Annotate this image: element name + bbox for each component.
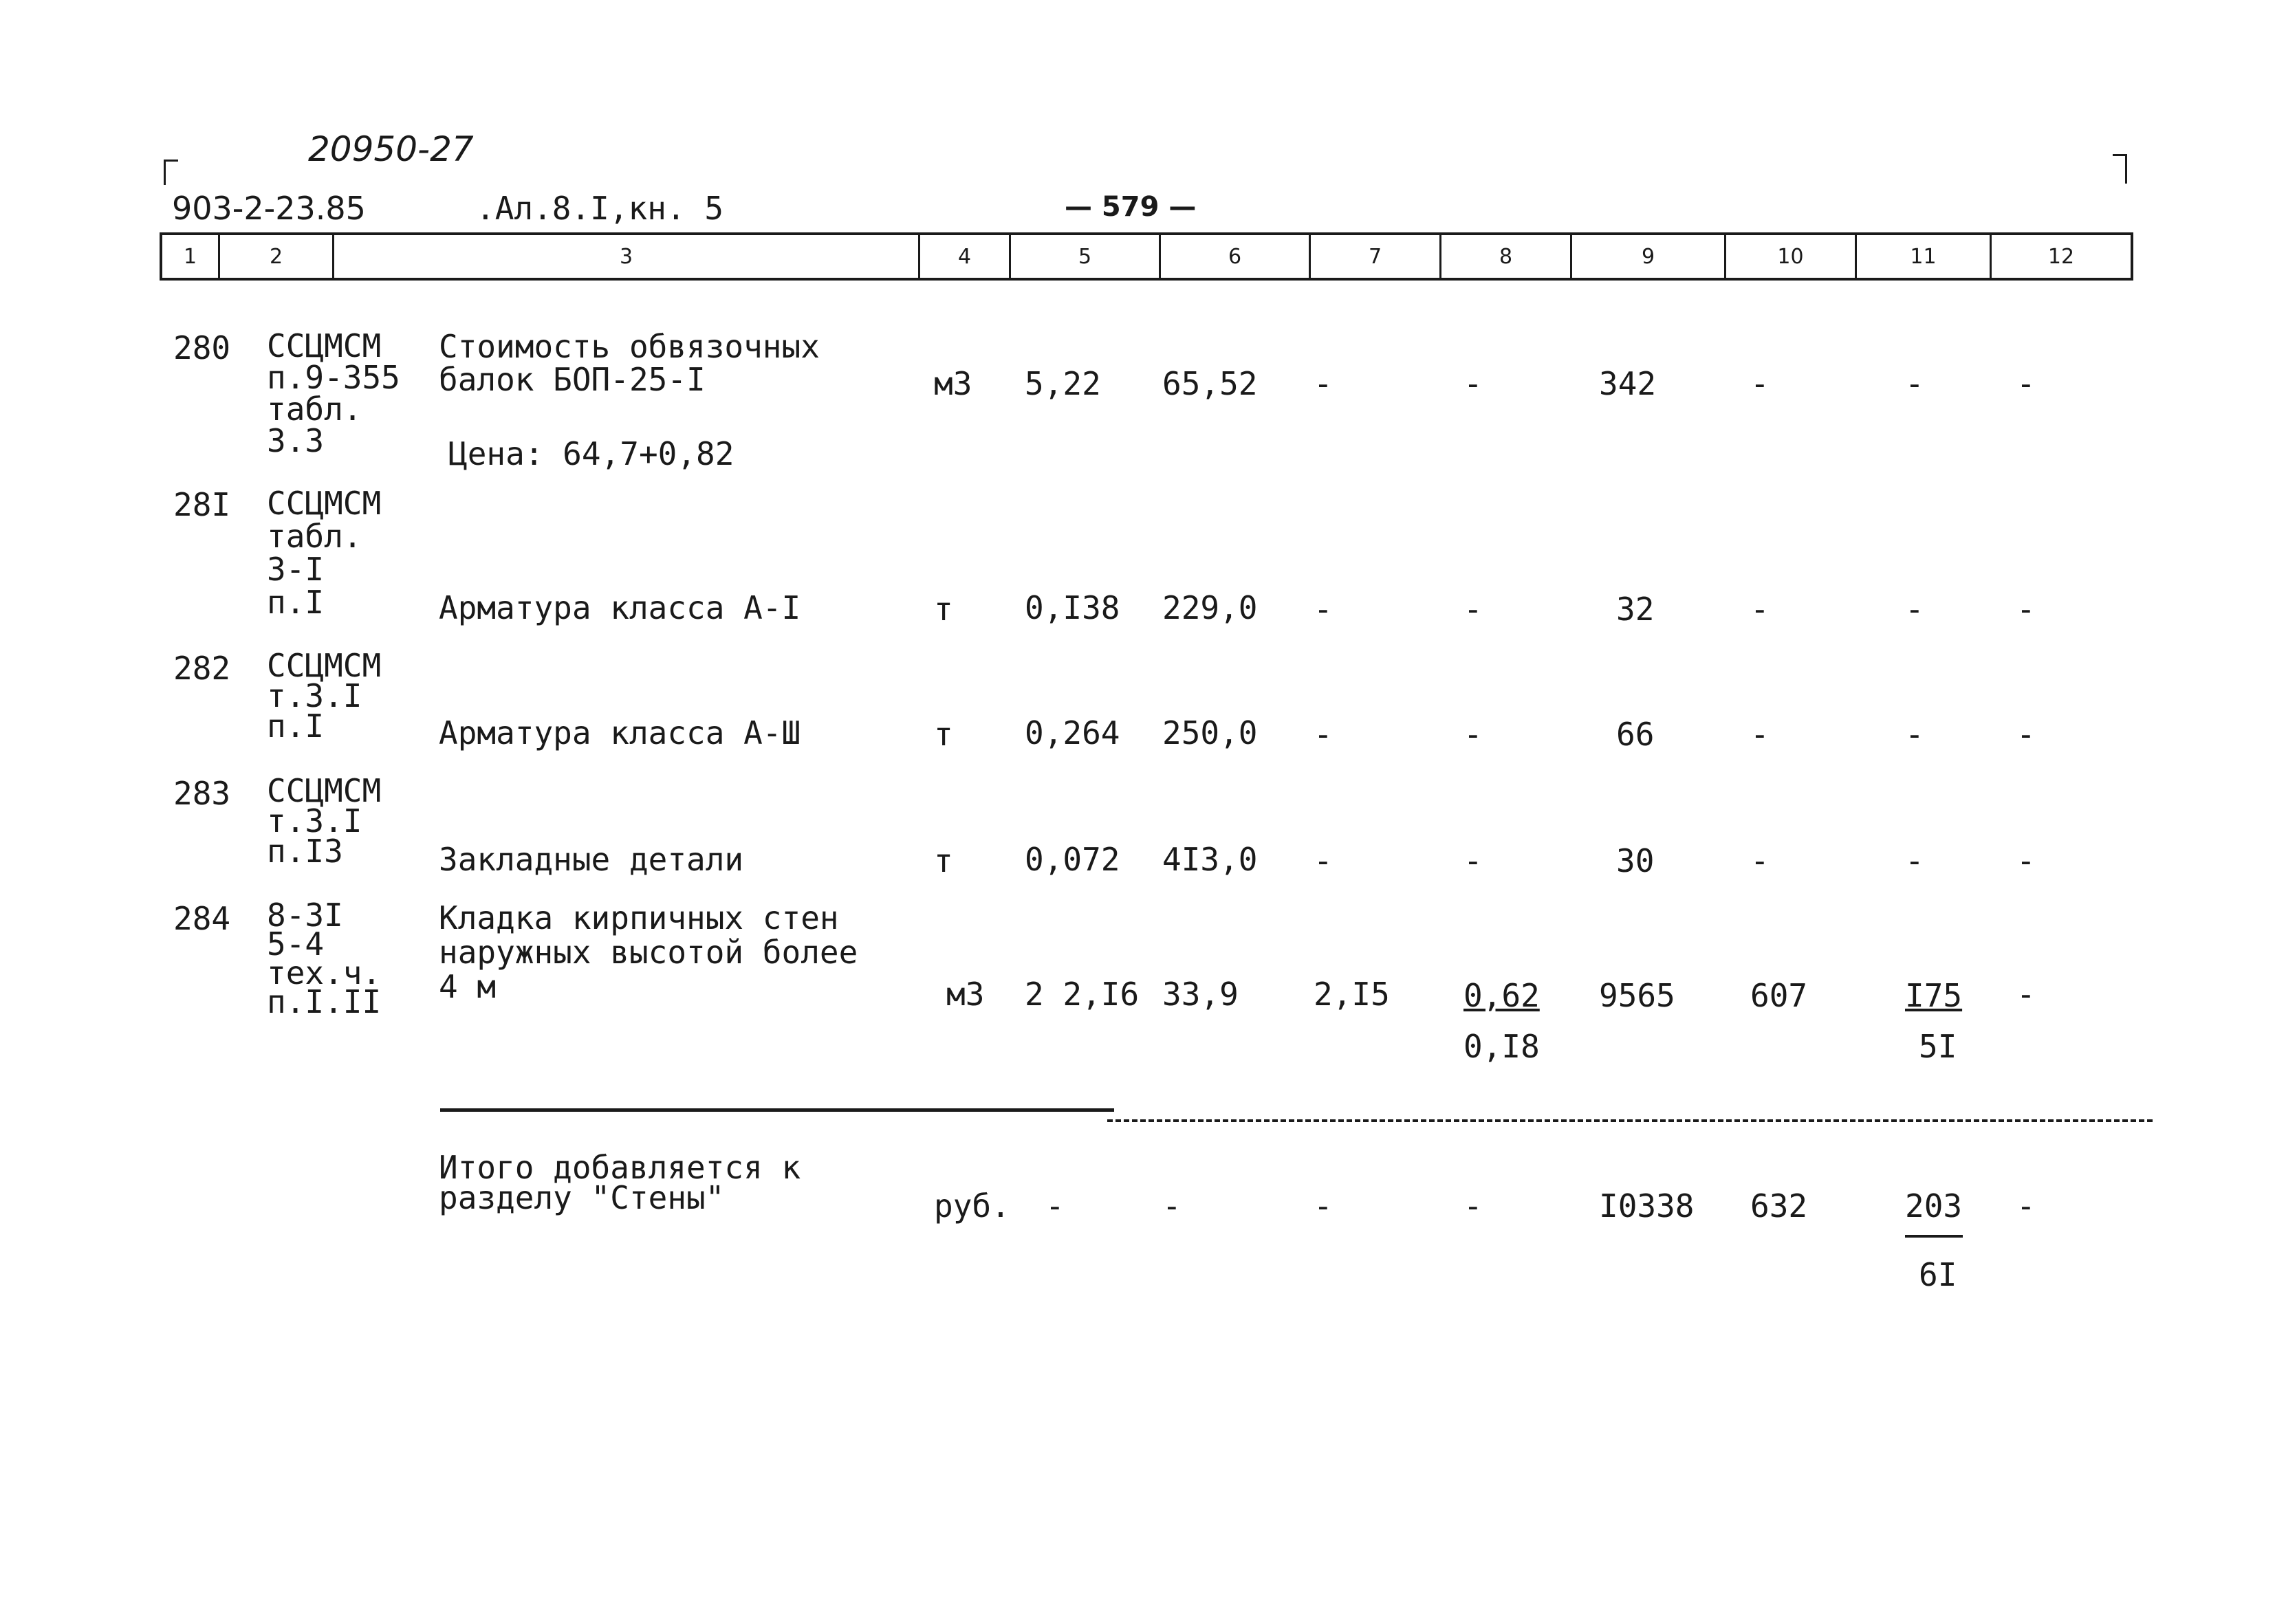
album-reference: .Ал.8.I,кн. 5	[476, 190, 724, 227]
basis-reference: ССЦМСМ п.9-355 табл. 3.3	[267, 327, 400, 459]
unit-price: 4I3,0	[1162, 841, 1258, 878]
unit: т	[934, 716, 953, 753]
cell-col10: -	[1750, 842, 1770, 879]
item-note: Цена: 64,7+0,82	[448, 435, 734, 472]
cell-col8: -	[1463, 716, 1483, 753]
cell-col10: 607	[1750, 977, 1808, 1014]
cell-col10: -	[1750, 365, 1770, 402]
cell-col12: -	[2016, 591, 2036, 628]
cell-col7: -	[1314, 716, 1333, 753]
row-number: 280	[173, 329, 231, 366]
cell-col9: 9565	[1599, 977, 1675, 1014]
unit-price: 250,0	[1162, 714, 1258, 751]
cell-col9: 342	[1599, 365, 1657, 402]
column-header: 5	[1011, 235, 1161, 278]
fraction-bar	[1905, 1235, 1963, 1238]
quantity: 0,072	[1025, 841, 1120, 878]
total-col7: -	[1314, 1187, 1333, 1225]
cell-col11: I75	[1905, 977, 1963, 1014]
cell-col10: -	[1750, 591, 1770, 628]
column-header: 10	[1726, 235, 1857, 278]
cell-col7: -	[1314, 591, 1333, 628]
total-separator-line	[440, 1108, 1114, 1112]
item-name: Арматура класса А-Ш	[439, 714, 801, 751]
total-col6: -	[1162, 1187, 1182, 1225]
total-col9: I0338	[1599, 1187, 1695, 1225]
cell-col8: -	[1463, 842, 1483, 879]
unit: т	[934, 842, 953, 879]
cell-col9: 32	[1616, 591, 1655, 628]
row-number: 283	[173, 775, 231, 812]
row-number: 282	[173, 650, 231, 687]
row-number: 284	[173, 900, 231, 937]
cell-col12: -	[2016, 716, 2036, 753]
quantity: 0,264	[1025, 714, 1120, 751]
total-col8: -	[1463, 1187, 1483, 1225]
cell-col8: -	[1463, 365, 1483, 402]
total-col11-sub: 6I	[1919, 1256, 1957, 1293]
cell-col9: 66	[1616, 716, 1655, 753]
column-header: 3	[334, 235, 920, 278]
cell-col7: -	[1314, 365, 1333, 402]
total-unit: руб.	[934, 1187, 1010, 1225]
column-header: 12	[2047, 244, 2075, 269]
unit-price: 65,52	[1162, 365, 1258, 402]
unit-price: 229,0	[1162, 589, 1258, 626]
unit: м3	[934, 365, 972, 402]
total-label: Итого добавляется к разделу "Стены"	[439, 1149, 801, 1216]
column-header: 4	[920, 235, 1011, 278]
unit: м3	[946, 976, 985, 1013]
row-number: 28I	[173, 486, 231, 523]
basis-reference: 8-3I 5-4 тех.ч. п.I.II	[267, 897, 382, 1020]
basis-reference: ССЦМСМ табл. 3-I п.I	[267, 485, 382, 621]
unit-price: 33,9	[1162, 976, 1239, 1013]
cell-col11: -	[1905, 591, 1924, 628]
column-header-row	[160, 232, 2133, 281]
quantity: 5,22	[1025, 365, 1101, 402]
cell-col9: 30	[1616, 842, 1655, 879]
corner-mark-left	[164, 160, 178, 185]
item-name: Кладка кирпичных стен наружных высотой более 4 м	[439, 899, 858, 1005]
document-code: 903-2-23.85	[172, 190, 366, 227]
quantity: 2 2,I6	[1025, 976, 1140, 1013]
column-header: 8	[1441, 235, 1572, 278]
column-header: 1	[162, 235, 220, 278]
cell-col12: -	[2016, 976, 2036, 1013]
document-stamp: 20950-27	[308, 129, 474, 169]
cell-col12: -	[2016, 842, 2036, 879]
item-name: Арматура класса А-I	[439, 589, 801, 626]
total-col10: 632	[1750, 1187, 1808, 1225]
column-header: 6	[1161, 235, 1311, 278]
column-header: 2	[220, 235, 334, 278]
cell-col11-sub: 5I	[1919, 1028, 1957, 1065]
cell-col7: -	[1314, 842, 1333, 879]
cell-col7: 2,I5	[1314, 976, 1390, 1013]
total-col12: -	[2016, 1187, 2036, 1225]
cell-col8: -	[1463, 591, 1483, 628]
column-header: 7	[1311, 235, 1441, 278]
column-header: 9	[1572, 235, 1726, 278]
page-number: — 579 —	[1065, 191, 1197, 223]
corner-mark-right	[2113, 154, 2127, 184]
quantity: 0,I38	[1025, 589, 1120, 626]
cell-col10: -	[1750, 716, 1770, 753]
total-separator-line	[1107, 1119, 2153, 1122]
unit: т	[934, 591, 953, 628]
basis-reference: ССЦМСМ т.3.I п.I	[267, 647, 382, 745]
cell-col11: -	[1905, 842, 1924, 879]
basis-reference: ССЦМСМ т.3.I п.I3	[267, 772, 382, 870]
total-col5: -	[1045, 1187, 1065, 1225]
column-header: 11	[1857, 235, 1992, 278]
cell-col8: 0,62	[1463, 977, 1540, 1014]
cell-col11: -	[1905, 716, 1924, 753]
cell-col11: -	[1905, 365, 1924, 402]
item-name: Стоимость обвязочных балок БОП-25-I	[439, 328, 820, 398]
cell-col8-sub: 0,I8	[1463, 1028, 1540, 1065]
total-col11: 203	[1905, 1187, 1963, 1225]
cell-col12: -	[2016, 365, 2036, 402]
item-name: Закладные детали	[439, 841, 744, 878]
